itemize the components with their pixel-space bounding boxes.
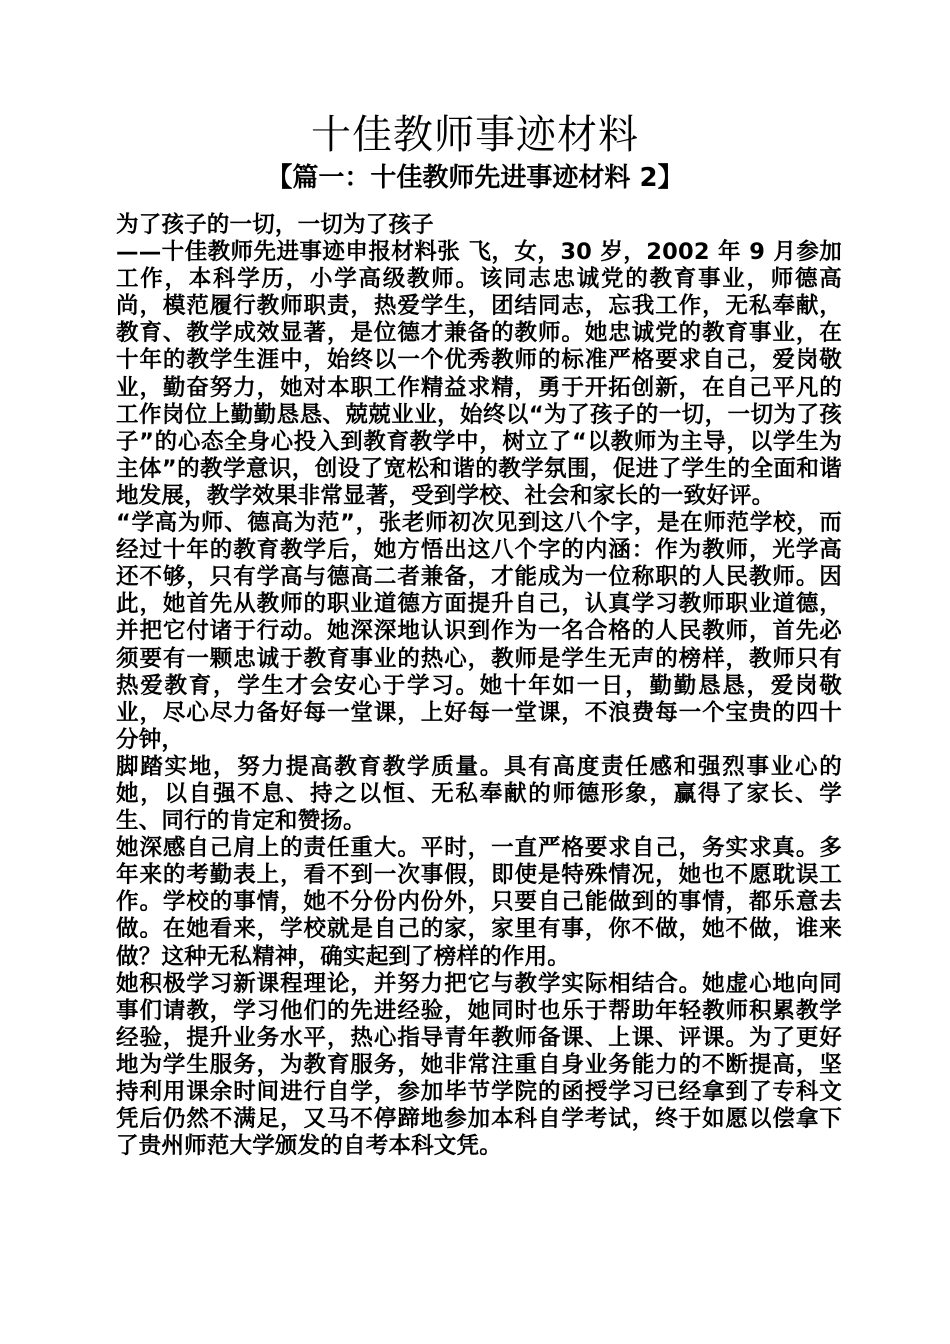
paragraph-3: 脚踏实地，努力提高教育教学质量。具有高度责任感和强烈事业心的她，以自强不息、持之以恒、无私奉献的师德形象，赢得了家长、学生、同行的肯定和赞扬。 bbox=[116, 753, 842, 835]
document-body bbox=[116, 212, 842, 1160]
paragraph-2: “学高为师、德高为范”，张老师初次见到这八个字，是在师范学校，而经过十年的教育教学后，她方悟出这八个字的内涵：作为教师，光学高还不够，只有学高与德高二者兼备，才能成为一位称职的人民教师。因此，她首先从教师的职业道德方面提升自己，认真学习教师职业道德，并把它付诸于行动。她深深地认识到作为一名合格的人民教师，首先必须要有一颗忠诚于教育事业的热心，教师是学生无声的榜样，教师只有热爱教育，学生才会安心于学习。她十年如一日，勤勤恳恳，爱岗敬业，尽心尽力备好每一堂课，上好每一堂课，不浪费每一个宝贵的四十分钟， bbox=[116, 510, 842, 753]
paragraph-5: 她积极学习新课程理论，并努力把它与教学实际相结合。她虚心地向同事们请教，学习他们的先进经验，她同时也乐于帮助年轻教师积累教学经验，提升业务水平，热心指导青年教师备课、上课、评课。为了更好地为学生服务，为教育服务，她非常注重自身业务能力的不断提高，坚持利用课余时间进行自学，参加毕节学院的函授学习已经拿到了专科文凭后仍然不满足，又马不停蹄地参加本科自学考试，终于如愿以偿拿下了贵州师范大学颁发的自考本科文凭。 bbox=[116, 970, 842, 1160]
document-subtitle: 【篇一：十佳教师先进事迹材料 2】 bbox=[266, 163, 684, 193]
paragraph-1: ——十佳教师先进事迹申报材料张 飞，女，30 岁，2002 年 9 月参加工作，本科学历，小学高级教师。该同志忠诚党的教育事业，师德高尚，模范履行教师职责，热爱学生，团结同志，忘我工作，无私奉献，教育、教学成效显著，是位德才兼备的教师。她忠诚党的教育事业，在十年的教学生涯中，始终以一个优秀教师的标准严格要求自己，爱岗敬业，勤奋努力，她对本职工作精益求精，勇于开拓创新，在自己平凡的工作岗位上勤勤恳恳、兢兢业业，始终以“为了孩子的一切，一切为了孩子”的心态全身心投入到教育教学中，树立了“以教师为主导，以学生为主体”的教学意识，创设了宽松和谐的教学氛围，促进了学生的全面和谐地发展，教学效果非常显著，受到学校、社会和家长的一致好评。 bbox=[116, 239, 842, 509]
document-title: 十佳教师事迹材料 bbox=[311, 112, 639, 158]
paragraph-4: 她深感自己肩上的责任重大。平时，一直严格要求自己，务实求真。多年来的考勤表上，看不到一次事假，即使是特殊情况，她也不愿耽误工作。学校的事情，她不分份内份外，只要自己能做到的事情，都乐意去做。在她看来，学校就是自己的家，家里有事，你不做，她不做，谁来做？这种无私精神，确实起到了榜样的作用。 bbox=[116, 835, 842, 970]
section-heading: 为了孩子的一切，一切为了孩子 bbox=[116, 212, 434, 238]
